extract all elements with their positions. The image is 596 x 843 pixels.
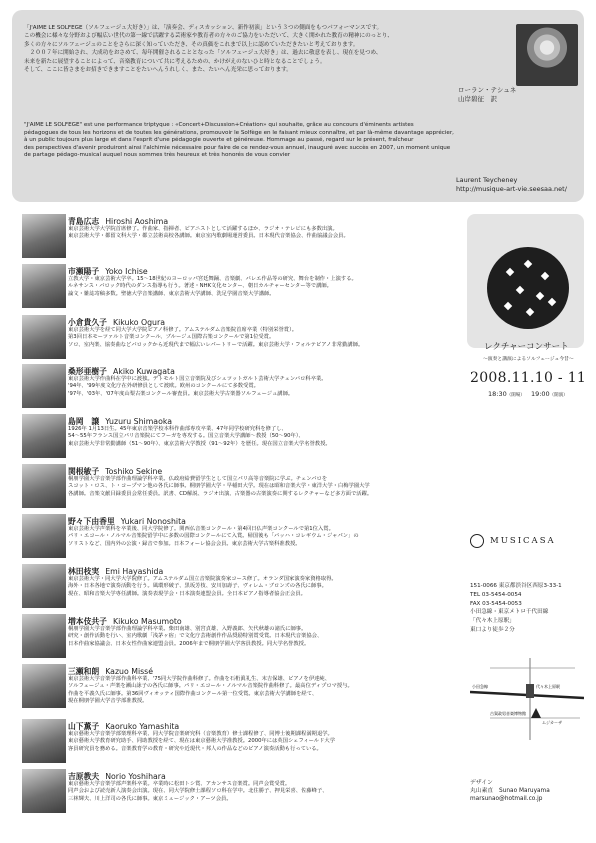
performer-entry [14, 212, 462, 260]
performer-bio: 東京藝術大学音楽学部楽理科卒業、同大学院音楽研究科（音楽教育）修士課程修了、同博士後期課程満期退学。 東京藝術大学教育研究助手、同助教授を経て、現在は東京藝術大学准教授。2000年には英国シェフィールド大学 客員研究員を務める。音楽教育学の教育・研究や近現代・邦人の作品などのピアノ演奏活動も行っている。 [68, 731, 335, 752]
map-label: 代々木上原駅 [536, 684, 560, 689]
performer-bio: 桐朋学園大学音楽学部作曲理論学科卒業。仏政府給費留学生として国立パリ高等音楽院に学ぶ。チェンバロを スコット・ロス、ト・コープマン他の各氏に師事。桐朋学園大学・早稲田大学。現在は昭和音楽大学・東洋大学・白梅学園大学 各講師。音楽文献目録委員会常任委員。訳書、CD解説、ラジオ出演、古楽器の古楽演奏に関するレクチャーなど多方面で活躍。 [68, 476, 373, 497]
venue-name: MUSICASA [490, 536, 556, 546]
intro-ja-line: この機会に様々な分野および幅広い世代の第一線で活躍する芸術家や教育者の方々のご協力をいただいて、大きく開かれた教育の精神にのっとり、 [24, 33, 394, 40]
performer-photo [22, 514, 66, 558]
performer-name: 野々下由香里 Yukari Nonoshita [68, 517, 186, 526]
performer-entry [14, 313, 462, 361]
intro-ja-line: 未来を新たに展望することによって、音楽教育について共に考えるための、かけがえのないひと時となることでしょう。 [24, 58, 326, 65]
performer-entry [14, 767, 462, 815]
intro-fr-line: de partage pédago-musical auquel nous sommes très heureux et très honorés de vous convier [24, 152, 291, 159]
performer-photo [22, 664, 66, 708]
intro-fr-line: "J'AIME LE SOLFEGE" est une performance triptyque : «Concert+Discussion+Création» qui souhaite, grâce au concours d'éminents artistes [24, 122, 414, 128]
translator-credit: ローラン・テシュネ 山岸碧征 訳 [458, 86, 517, 103]
performer-photo [22, 264, 66, 308]
author-portrait [516, 24, 578, 86]
performer-photo [22, 364, 66, 408]
performer-entry [14, 262, 462, 310]
intro-japanese [24, 24, 494, 74]
performer-name: 増本伎共子 Kikuko Masumoto [68, 617, 182, 626]
event-title: レクチャーコンサート [484, 342, 569, 352]
performer-photo [22, 614, 66, 658]
performer-name: 桑形亜樹子 Akiko Kuwagata [68, 367, 175, 376]
intro-fr-line: à un public toujours plus large et dans l'esprit d'une pédagogie ouverte et généreuse. Hommage au passé, regard sur le présent, fraîcheur [24, 137, 414, 144]
performer-photo [22, 769, 66, 813]
map-label: 小田急線 [472, 684, 488, 689]
performer-entry [14, 462, 462, 510]
performer-name: 青島広志 Hiroshi Aoshima [68, 217, 169, 226]
access-map [470, 658, 584, 740]
performer-photo [22, 719, 66, 763]
performer-bio: 立教大学・東京芸術大学卒。15～18世紀のヨーロッパ宮廷舞踊、音楽劇、バレエ作品等の研究、舞台を制作・上演する。 ルネサンス・バロック時代のダンス指導も行う。著述・NHK文化センター、朝日カルチャーセンター等で講師。 論文・雑誌寄稿多数。聖徳大学音楽講師、東京芸術大学講師、洗足学園音楽大学講師。 [68, 276, 357, 297]
station-marker [526, 684, 534, 698]
performer-name: 小倉貴久子 Kikuko Ogura [68, 318, 165, 327]
event-times: 18:30（開場） 19:00（開演） [488, 390, 568, 398]
performer-entry [14, 412, 462, 460]
performer-name: 関根敏子 Toshiko Sekine [68, 467, 163, 476]
intro-fr-line: des perspectives d'avenir produiront ainsi l'alchimie nécessaire pour faire de ce rendez-vous annuel, inauguré avec succès en 2007, un moment unique [24, 144, 451, 151]
event-emblem [487, 247, 569, 329]
performer-name: 山下薫子 Kaoruko Yamashita [68, 722, 180, 731]
performer-entry [14, 662, 462, 710]
performer-name: 林田枝実 Emi Hayashida [68, 567, 164, 576]
performer-name: 市瀬陽子 Yoko Ichise [68, 267, 148, 276]
map-label: ムジカーザ [542, 720, 562, 725]
author-signature: Laurent Teycheney http://musique-art-vie.seesaa.net/ [456, 176, 567, 193]
event-subtitle: ～演奏と講演によるソルフェージュ今昔～ [483, 357, 574, 362]
intro-ja-line: 多くの方々にソルフェージュのことをさらに深く知っていただき、その真価をこれまで以上に認めていただきたいと考えております。 [24, 41, 359, 48]
performer-photo [22, 564, 66, 608]
performer-entry [14, 717, 462, 765]
performer-bio: 東京芸術大学音楽学部作曲科卒業、'75同大学院作曲科修了。作曲を石桁眞礼生、末吉保雄、ピアノを伊達純、 ソルフェージュ・声楽を瀬山詠子の各氏に師事。パリ・エコール・ノルマル音楽院作曲科修了。最高位ディプロマ授与。 作曲を平義久氏に師事。第36回ヴィオッティ国際作曲コンクール第一位受賞。東京芸術大学講師を経て、 現在桐朋学園大学音学部准教授。 [68, 676, 353, 705]
performer-name: 三瀬和朗 Kazuo Missé [68, 667, 154, 676]
performer-bio: 桐朋学園大学音楽学部作曲理論学科卒業。柴田南雄、別宮貞雄、入野義郎、矢代秋雄の諸氏に師事。 研究・創作活動を行い、室内歌劇「浅茅ヶ宿」で文化庁芸術創作作品奨励特別賞受賞。日本現代音楽協会、 日本作曲家協議会、日本女性作曲家連盟会員。2006年まで桐朋学園大学客員教授。同大学名誉教授。 [68, 626, 323, 647]
intro-fr-line: pédagogues de tous les horizons et de toutes les générations, promouvoir le Solfège en le faisant mieux connaître, et par là-même davantage apprécier, [24, 129, 454, 136]
intro-french [24, 122, 574, 160]
performer-entry [14, 562, 462, 610]
performer-entry [14, 612, 462, 660]
performer-bio: 東京芸術大学・同大学大学院修了。アムステルダム国立音楽院演奏家コース修了。オランダ国家演奏家資格取得。 海外・日本各地で演奏活動を行う。風環形破子、黒坂芳枝、安川加壽子、ヴィレム・ブロンズの各氏に師事。 現在、昭和音楽大学専任講師。演奏表現学会・日本演奏連盟会員。全日本ピアノ指導者協会正会員。 [68, 576, 337, 597]
author-url-link[interactable]: http://musique-art-vie.seesaa.net/ [456, 184, 567, 193]
performer-entry [14, 512, 462, 560]
venue-address: 151-0066 東京都渋谷区西原3-33-1 TEL 03-5454-0054 FAX 03-5454-0053 小田急線・東京メトロ千代田線 「代々木上原駅」 東口より徒歩２分 [470, 583, 562, 633]
performer-bio: 東京芸術大学声楽科を卒業後、同大学院修了。関西仏音楽コンクール・第4回日仏声楽コンクールで第1位入賞。 パリ・エコール・ノルマル音楽院留学中に多数の国際コンクールにて入賞。帰国後も「バッハ・コレギウム・ジャパン」の ソリストなど、国内外の公演・録音で参加。日本フォーレ協会会員。東京芸術大学古楽科准教授。 [68, 526, 359, 547]
performer-bio: 東京芸術大学を経て同大学大学院ピアノ科修了。アムステルダム音楽院首席卒業（特別栄誉賞）。 第3回日本モーツァルト音楽コンクール、ブルージュ国際古楽コンクールで第1位受賞。 ソロ、室内楽、協奏曲などバロックから近現代まで幅広いレパートリーで活躍。東京芸術大学・フォルテピアノ非常勤講師。 [68, 327, 364, 348]
intro-ja-line: 「J'AIME LE SOLFEGE（ソルフェージュ大好き）」は、「演奏会、ディスカッション、新作初演」という３つの側面をもつパフォーマンスです。 [24, 25, 383, 31]
performer-bio: 1926年 1月13日生。45年東京音楽学校本科作曲部専攻卒業、47年同学校研究科を修了し、 54～55年フランス国立パリ音楽院にてフーガを専攻する。国立音楽大学講師～教授（50～90年）、 東京芸術大学非常勤講師（51～90年）、東京芸術大学教授（91～92年）を歴任。現在国立音楽大学名誉教授。 [68, 426, 331, 447]
performer-photo [22, 214, 66, 258]
design-credit: デザイン 丸山素直 Sunao Maruyama marsunao@hotmail.co.jp [470, 780, 550, 802]
event-date: 2008.11.10 - 11 [470, 370, 587, 386]
performer-name: 吉原教夫 Norio Yoshihara [68, 772, 166, 781]
performer-bio: 東京芸術大学作曲科在学中に渡独。デトモルト国立音楽院及びシュツットガルト芸術大学チェンバロ科卒業。 '94年、'99年度文化庁在外研修員として渡欧。欧州のコンクールにて多数受賞。 '97年、'03年、'07年度山梨古楽コンクール審査員。東京芸術大学古楽器ソルフェージュ講師。 [68, 376, 327, 397]
performer-photo [22, 315, 66, 359]
intro-ja-line: そして、ここに皆さまをお招きできますことをたいへんうれしく、また、たいへん光栄に思っております。 [24, 67, 292, 74]
performer-bio: 東京芸術大学大学院首席修了。作曲家、指揮者、ピアニストとして活躍するほか、ラジオ・テレビにも多数出演。 東京芸術大学・都留文科大学・都立芸術高校各講師。東京室内歌劇場運営委員。日本現代音楽協会、作曲協議会会員。 [68, 226, 349, 240]
map-label: 古賀政男音楽博物館 [490, 711, 526, 716]
performer-name: 島岡 譲 Yuzuru Shimaoka [68, 417, 173, 426]
performer-bio: 東京藝術大学音楽学部声楽科卒業。卒業時に松田トシ賞、アカンサス音楽賞。同声会賞受賞。 同声会および読売新人演奏会出演。現在、同大学院修士課程ソロ科在学中。北住勝子、押見栄喜、佐藤峰子、 三林輝夫、川上洋司の各氏に師事。東京ミュージック・アーツ会員。 [68, 781, 328, 802]
venue-logo-icon [470, 534, 484, 548]
performer-photo [22, 414, 66, 458]
venue-marker [531, 708, 541, 718]
designer-email[interactable]: marsunao@hotmail.co.jp [470, 795, 543, 802]
intro-ja-line: ２００７年に開始され、大成功をおさめて、毎年開催されることとなった「ソルフェージュ大好き」は、過去に敬意を表し、現在を見つめ、 [24, 50, 382, 57]
performer-photo [22, 464, 66, 508]
performer-entry [14, 362, 462, 410]
